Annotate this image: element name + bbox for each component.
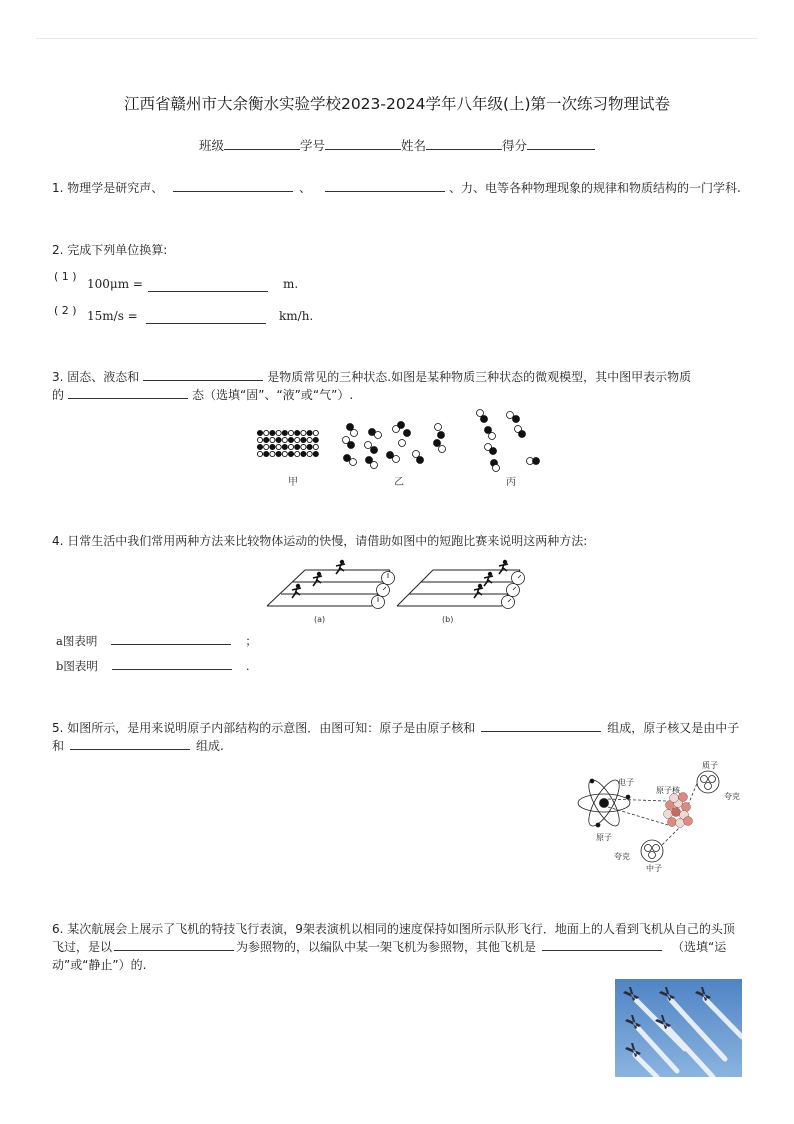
student-info-line (0, 136, 794, 154)
label-quark-2: 夸克 (614, 852, 630, 861)
q3-line-1 (52, 368, 691, 386)
label-quark-1: 夸克 (724, 792, 740, 801)
caption-yi: 乙 (394, 477, 404, 488)
q6-blank-2[interactable] (542, 938, 662, 951)
lattice-particle (301, 451, 306, 456)
q1-prefix: 1. 物理学是研究声、 (52, 181, 164, 195)
q5-line-1 (52, 719, 739, 737)
lattice-particle (264, 444, 269, 449)
solid-lattice-model (257, 430, 318, 456)
lattice-particle (288, 437, 293, 442)
lattice-particle (288, 444, 293, 449)
lattice-particle (313, 437, 318, 442)
score-label: 得分 (502, 138, 528, 153)
q2-item-2-blank[interactable] (146, 311, 266, 324)
fig-label-a: (a) (314, 615, 326, 624)
liquid-molecule-model (343, 422, 446, 469)
lattice-particle (270, 430, 275, 435)
nucleus-cluster (664, 793, 693, 828)
label-neutron: 中子 (646, 864, 662, 873)
question-1 (52, 179, 741, 197)
lattice-particle (313, 430, 318, 435)
q3-line2-prefix: 的 (52, 388, 65, 402)
name-blank[interactable] (426, 137, 502, 150)
gas-molecule-model (477, 410, 540, 472)
q3-blank-2[interactable] (68, 386, 188, 399)
lattice-particle (257, 444, 262, 449)
lattice-particle (264, 430, 269, 435)
q3-line2-suffix: 态（选填“固”、“液”或“气”）. (192, 388, 354, 402)
q6-line2-mid: 为参照物的，以编队中某一架飞机为参照物，其他飞机是 (236, 940, 537, 954)
lattice-particle (276, 451, 281, 456)
neutron-zoom (641, 840, 663, 862)
lattice-particle (307, 437, 312, 442)
q6-line-2 (52, 938, 726, 956)
q4-a-end: ； (245, 634, 257, 648)
q5-line2-suffix: 组成. (196, 739, 224, 753)
aircraft-formation-photo (615, 979, 742, 1077)
lattice-particle (313, 451, 318, 456)
label-atom: 原子 (596, 833, 612, 842)
sky-background (615, 979, 742, 1077)
lattice-particle (307, 451, 312, 456)
caption-bing: 丙 (506, 477, 516, 488)
q4-b-end: . (245, 659, 250, 673)
lattice-particle (301, 430, 306, 435)
lattice-particle (288, 430, 293, 435)
top-divider (36, 38, 758, 39)
q6-line2-suffix: （选填“运 (672, 940, 727, 954)
lattice-particle (313, 444, 318, 449)
lattice-particle (288, 451, 293, 456)
q5-suffix: 组成，原子核又是由中子 (607, 721, 740, 735)
lattice-particle (282, 430, 287, 435)
lattice-particle (270, 444, 275, 449)
q1-blank-1[interactable] (173, 179, 293, 192)
lattice-particle (295, 444, 300, 449)
stopwatches-b (502, 572, 525, 609)
q1-suffix: 、力、电等各种物理现象的规律和物质结构的一门学科. (448, 181, 741, 195)
sprint-race-figure (262, 556, 534, 628)
student-id-blank[interactable] (325, 137, 401, 150)
proton-zoom (697, 771, 719, 793)
q2-item-1-number: ( 1 ) (54, 270, 77, 283)
label-electron: 电子 (618, 778, 634, 787)
lattice-particle (276, 444, 281, 449)
q1-blank-2[interactable] (325, 179, 445, 192)
fig-label-b: (b) (442, 615, 454, 624)
q4-a-prefix: a图表明 (56, 634, 98, 648)
q2-item-1-unit: m. (283, 277, 299, 291)
states-of-matter-figure (250, 405, 550, 495)
q5-blank-1[interactable] (481, 719, 601, 732)
q2-item-2-expression: 15m/s = (87, 309, 138, 323)
q6-blank-1[interactable] (114, 938, 234, 951)
lattice-particle (295, 430, 300, 435)
runners-b (474, 560, 508, 598)
q5-line-2 (52, 737, 224, 755)
runners-a (292, 560, 345, 598)
lattice-particle (270, 437, 275, 442)
atom-structure-figure (570, 755, 750, 875)
q4-a-blank[interactable] (111, 632, 231, 645)
q3-line-2 (52, 386, 353, 404)
q1-separator: 、 (299, 181, 312, 195)
lattice-particle (301, 437, 306, 442)
q6-line-3: 动”或“静止”）的. (52, 958, 147, 972)
lattice-particle (307, 444, 312, 449)
q2-stem: 2. 完成下列单位换算: (52, 243, 168, 257)
label-nucleus: 原子核 (656, 786, 680, 795)
q4-b-prefix: b图表明 (56, 659, 98, 673)
q4-stem: 4. 日常生活中我们常用两种方法来比较物体运动的快慢，请借助如图中的短跑比赛来说明这两种方法: (52, 534, 588, 548)
lattice-particle (301, 444, 306, 449)
q2-item-2-number: ( 2 ) (54, 304, 77, 317)
score-blank[interactable] (527, 137, 595, 150)
q6-line2-prefix: 飞过，是以 (52, 940, 113, 954)
class-label: 班级 (198, 138, 224, 153)
q5-line2-prefix: 和 (52, 739, 65, 753)
lattice-particle (264, 451, 269, 456)
q4-b-blank[interactable] (112, 657, 232, 670)
lattice-particle (295, 451, 300, 456)
lattice-particle (257, 430, 262, 435)
student-id-label: 学号 (299, 138, 325, 153)
lattice-particle (282, 437, 287, 442)
lattice-particle (257, 437, 262, 442)
class-blank[interactable] (224, 137, 300, 150)
lattice-particle (264, 437, 269, 442)
caption-jia: 甲 (288, 477, 298, 488)
q2-item-1-blank[interactable] (148, 279, 268, 292)
lattice-particle (307, 430, 312, 435)
q5-prefix: 5. 如图所示，是用来说明原子内部结构的示意图．由图可知：原子是由原子核和 (52, 721, 476, 735)
q2-item-1-expression: 100μm = (87, 277, 143, 291)
lattice-particle (257, 451, 262, 456)
lattice-particle (282, 451, 287, 456)
q3-blank-1[interactable] (143, 368, 263, 381)
q5-blank-2[interactable] (70, 737, 190, 750)
stopwatches-a (372, 572, 395, 609)
q2-item-2-unit: km/h. (279, 309, 314, 323)
lattice-particle (276, 430, 281, 435)
page-title: 江西省赣州市大余衡水实验学校2023-2024学年八年级(上)第一次练习物理试卷 (123, 95, 671, 113)
q3-suffix: 是物质常见的三种状态.如图是某种物质三种状态的微观模型，其中图甲表示物质 (267, 370, 692, 384)
label-proton: 质子 (702, 761, 718, 770)
lattice-particle (276, 437, 281, 442)
lattice-particle (270, 451, 275, 456)
q6-line-1: 6. 某次航展会上展示了飞机的特技飞行表演，9架表演机以相同的速度保持如图所示队形飞行．地面上的人看到飞机从自己的头顶 (52, 922, 735, 936)
q3-prefix: 3. 固态、液态和 (52, 370, 140, 384)
name-label: 姓名 (401, 138, 427, 153)
q4-a-line (56, 632, 257, 650)
lattice-particle (295, 437, 300, 442)
lattice-particle (282, 444, 287, 449)
q4-b-line (56, 657, 250, 675)
